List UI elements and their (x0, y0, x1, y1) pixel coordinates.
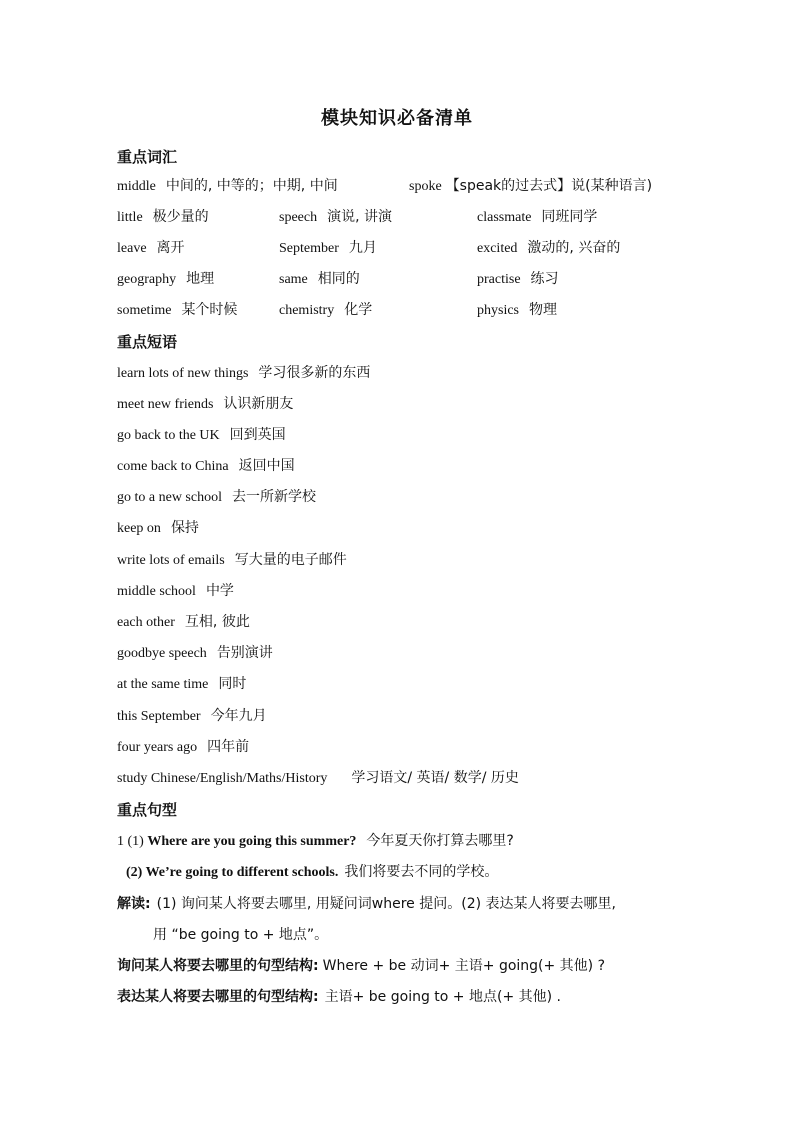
sentence-en: We’re going to different schools. (145, 865, 339, 880)
vocab-item (409, 175, 652, 195)
phrase-en: each other (117, 615, 175, 630)
phrase-zh: 去一所新学校 (231, 489, 316, 505)
phrase-item (117, 736, 249, 758)
phrase-zh: 返回中国 (238, 458, 295, 474)
vocab-meaning: 某个时候 (181, 302, 238, 318)
phrase-en: learn lots of new things (117, 366, 249, 381)
phrase-item (117, 455, 295, 477)
vocab-item (117, 206, 209, 226)
phrase-zh: 四年前 (207, 739, 250, 755)
explanation-cont (153, 924, 328, 946)
phrases-heading: 重点短语 (117, 333, 178, 351)
vocab-word: physics (477, 303, 519, 318)
vocab-item (279, 206, 392, 226)
tell-structure (117, 986, 561, 1008)
vocab-word: practise (477, 272, 521, 287)
vocab-item (477, 237, 620, 257)
phrase-item (117, 767, 519, 789)
phrase-zh: 保持 (170, 520, 199, 536)
sentence-number: 1 (1) (117, 834, 148, 849)
vocab-item (279, 299, 372, 319)
vocab-item (117, 175, 338, 195)
sentences-heading: 重点句型 (117, 801, 178, 819)
tell-structure-label: 表达某人将要去哪里的句型结构: (117, 989, 319, 1005)
vocab-meaning: 化学 (344, 302, 373, 318)
phrase-zh: 学习语文/ 英语/ 数学/ 历史 (351, 770, 519, 786)
vocab-heading: 重点词汇 (117, 148, 178, 166)
sentence-2 (126, 861, 498, 883)
ask-structure (117, 955, 605, 977)
phrase-en: goodbye speech (117, 646, 207, 661)
phrase-en: come back to China (117, 459, 229, 474)
phrase-item (117, 362, 370, 384)
vocab-meaning: 练习 (530, 271, 559, 287)
vocab-item (279, 237, 377, 257)
phrase-en: write lots of emails (117, 553, 225, 568)
vocab-meaning: 演说, 讲演 (327, 209, 392, 225)
phrase-item (117, 642, 273, 664)
phrase-zh: 写大量的电子邮件 (234, 552, 347, 568)
vocab-word: September (279, 241, 339, 256)
vocab-meaning: 极少量的 (152, 209, 209, 225)
phrase-en: go to a new school (117, 490, 222, 505)
vocab-word: little (117, 210, 143, 225)
vocab-word: excited (477, 241, 518, 256)
explanation-text: (1) 询问某人将要去哪里, 用疑问词where 提问。(2) 表达某人将要去哪里, (156, 896, 616, 912)
phrase-item (117, 486, 316, 508)
vocab-meaning: 离开 (156, 240, 185, 256)
phrase-zh: 中学 (205, 583, 234, 599)
vocab-word: classmate (477, 210, 532, 225)
phrase-item (117, 424, 286, 446)
vocab-row (117, 268, 717, 290)
vocab-word: geography (117, 272, 177, 287)
phrase-en: meet new friends (117, 397, 214, 412)
vocab-meaning: 物理 (529, 302, 557, 318)
phrase-item (117, 580, 234, 602)
phrase-zh: 回到英国 (229, 427, 286, 443)
vocab-item (117, 237, 185, 257)
phrase-en: study Chinese/English/Maths/History (117, 771, 328, 786)
vocab-row (117, 299, 717, 321)
vocab-item (477, 268, 559, 288)
vocab-word: leave (117, 241, 147, 256)
vocab-meaning: 九月 (348, 240, 377, 256)
tell-structure-text: 主语+ be going to + 地点(+ 其他) . (324, 989, 561, 1005)
phrase-item (117, 673, 246, 695)
vocab-item (117, 268, 214, 288)
phrase-item (117, 549, 347, 571)
vocab-word: chemistry (279, 303, 335, 318)
vocab-item (477, 206, 597, 226)
sentence-zh: 我们将要去不同的学校。 (344, 864, 499, 880)
phrase-zh: 同时 (218, 676, 247, 692)
phrase-en: go back to the UK (117, 428, 220, 443)
vocab-item (477, 299, 557, 319)
explanation-text: 用 “be going to + 地点”。 (153, 927, 329, 943)
phrase-en: four years ago (117, 740, 198, 755)
vocab-row (117, 175, 717, 197)
vocab-word: speech (279, 210, 318, 225)
explanation (117, 893, 616, 915)
sentence-number: (2) (126, 865, 146, 880)
phrase-item (117, 705, 267, 727)
vocab-meaning: 地理 (186, 271, 215, 287)
phrase-item (117, 611, 250, 633)
phrase-zh: 今年九月 (210, 708, 267, 724)
vocab-meaning: 同班同学 (541, 209, 598, 225)
vocab-meaning: 相同的 (317, 271, 360, 287)
explanation-label: 解读: (117, 896, 151, 912)
phrase-zh: 学习很多新的东西 (258, 365, 371, 381)
vocab-meaning: 中间的, 中等的；中期, 中间 (165, 178, 338, 194)
vocab-item (117, 299, 237, 319)
phrase-zh: 互相, 彼此 (184, 614, 250, 630)
vocab-item (279, 268, 360, 288)
phrase-en: keep on (117, 521, 161, 536)
sentence-zh: 今年夏天你打算去哪里? (366, 833, 514, 849)
phrase-item (117, 517, 199, 539)
phrase-en: at the same time (117, 677, 209, 692)
vocab-row (117, 237, 717, 259)
phrase-en: this September (117, 709, 201, 724)
phrase-item (117, 393, 293, 415)
page-title: 模块知识必备清单 (321, 108, 473, 129)
vocab-meaning: 激动的, 兴奋的 (527, 240, 621, 256)
ask-structure-text: Where + be 动词+ 主语+ going(+ 其他) ? (322, 958, 606, 974)
ask-structure-label: 询问某人将要去哪里的句型结构: (117, 958, 319, 974)
phrase-en: middle school (117, 584, 196, 599)
phrase-zh: 告别演讲 (216, 645, 273, 661)
vocab-word: same (279, 272, 308, 287)
vocab-meaning: 【speak的过去式】说(某种语言) (445, 178, 653, 194)
sentence-en: Where are you going this summer? (147, 834, 357, 849)
vocab-word: sometime (117, 303, 172, 318)
phrase-zh: 认识新朋友 (223, 396, 294, 412)
sentence-1 (117, 830, 514, 852)
vocab-word: middle (117, 179, 156, 194)
vocab-row (117, 206, 717, 228)
vocab-word: spoke (409, 179, 442, 194)
